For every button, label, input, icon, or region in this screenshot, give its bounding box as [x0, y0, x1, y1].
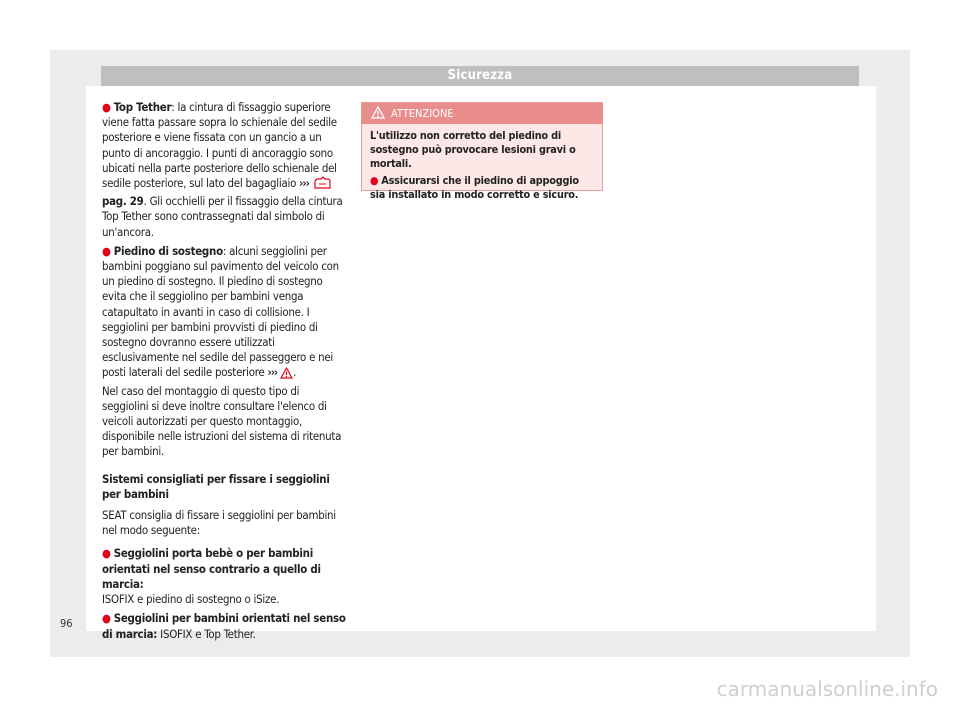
recommendation-rear-facing [102, 546, 346, 607]
piedino-text: : alcuni seggiolini per bambini poggiano sul pavimento del veicolo con un piedino di sostegno. Il piedino di sostegno evita che il seggiolino per bambini venga catapultato in avanti in caso di collisione. I seggiolini per bambini provvisti di piedino di sostegno dovranno essere utilizzati esclusivamente nel sedile del passeggero e nei posti laterali del sedile posteriore [102, 243, 339, 380]
rec1-text: ISOFIX e piedino di sostegno o iSize. [102, 592, 280, 607]
warning-box [361, 102, 603, 201]
section-heading-text: Sistemi consigliati per fissare i seggiolini per bambini [102, 471, 330, 501]
top-tether-text: : la cintura di fissaggio superiore viene fatta passare sopra lo schienale del sedile posteriore e viene fissata con un gancio a un punto di ancoraggio. I punti di ancoraggio sono ubicati nella parte posteriore dello schienale del sedile posteriore, sul lato del bagagliaio [102, 100, 337, 191]
left-column [102, 100, 346, 642]
piedino-text-extra: Nel caso del montaggio di questo tipo di seggiolini si deve inoltre consultare l'elenco di veicoli autorizzati per questo montaggio, disponibile nelle istruzioni del sistema di ritenuta per bambini. [102, 383, 342, 459]
watermark: carmanualsonline.info [716, 677, 938, 701]
warning-title: ATTENZIONE [391, 107, 454, 120]
recommendation-forward-facing [102, 611, 346, 641]
bullet-icon: ● [102, 546, 111, 561]
piedino-text-dot: . [293, 365, 297, 380]
page-ref-link[interactable]: pag. 29 [102, 194, 144, 209]
chevron-ref-icon: ››› [267, 365, 278, 380]
warning-triangle-icon [371, 106, 385, 119]
warning-triangle-icon[interactable] [280, 367, 293, 383]
rec1-label: Seggiolini porta bebè o per bambini orientati nel senso contrario a quello di marcia: [102, 546, 321, 591]
bullet-icon: ● [370, 174, 379, 187]
warning-item [370, 174, 594, 202]
page-header: Sicurezza [101, 66, 859, 86]
chevron-ref-icon: ››› [299, 176, 309, 191]
bullet-icon: ● [102, 100, 111, 114]
warning-body [362, 124, 602, 210]
top-tether-label: Top Tether [113, 100, 172, 114]
warning-item-text: Assicurarsi che il piedino di appoggio sia installato in modo corretto e sicuro. [370, 174, 579, 201]
intro-paragraph: SEAT consiglia di fissare i seggiolini per bambini nel modo seguente: [102, 508, 336, 538]
piedino-paragraph [102, 244, 346, 460]
section-heading [102, 472, 346, 502]
warning-item: L'utilizzo non corretto del piedino di sostegno può provocare lesioni gravi o mortali. [370, 129, 576, 170]
rec2-text: ISOFIX e Top Tether. [160, 626, 256, 641]
bullet-icon: ● [102, 243, 111, 258]
car-seat-icon [312, 176, 332, 194]
piedino-label: Piedino di sostegno [113, 243, 223, 258]
top-tether-paragraph [102, 100, 346, 240]
page-number: 96 [60, 617, 73, 630]
bullet-icon: ● [102, 611, 111, 626]
warning-header [362, 103, 602, 124]
rec2-label: Seggiolini per bambini orientati nel senso di marcia: [102, 611, 346, 641]
top-tether-text-end: . Gli occhielli per il fissaggio della cintura Top Tether sono contrassegnati dal simbolo di un'ancora. [102, 194, 343, 239]
